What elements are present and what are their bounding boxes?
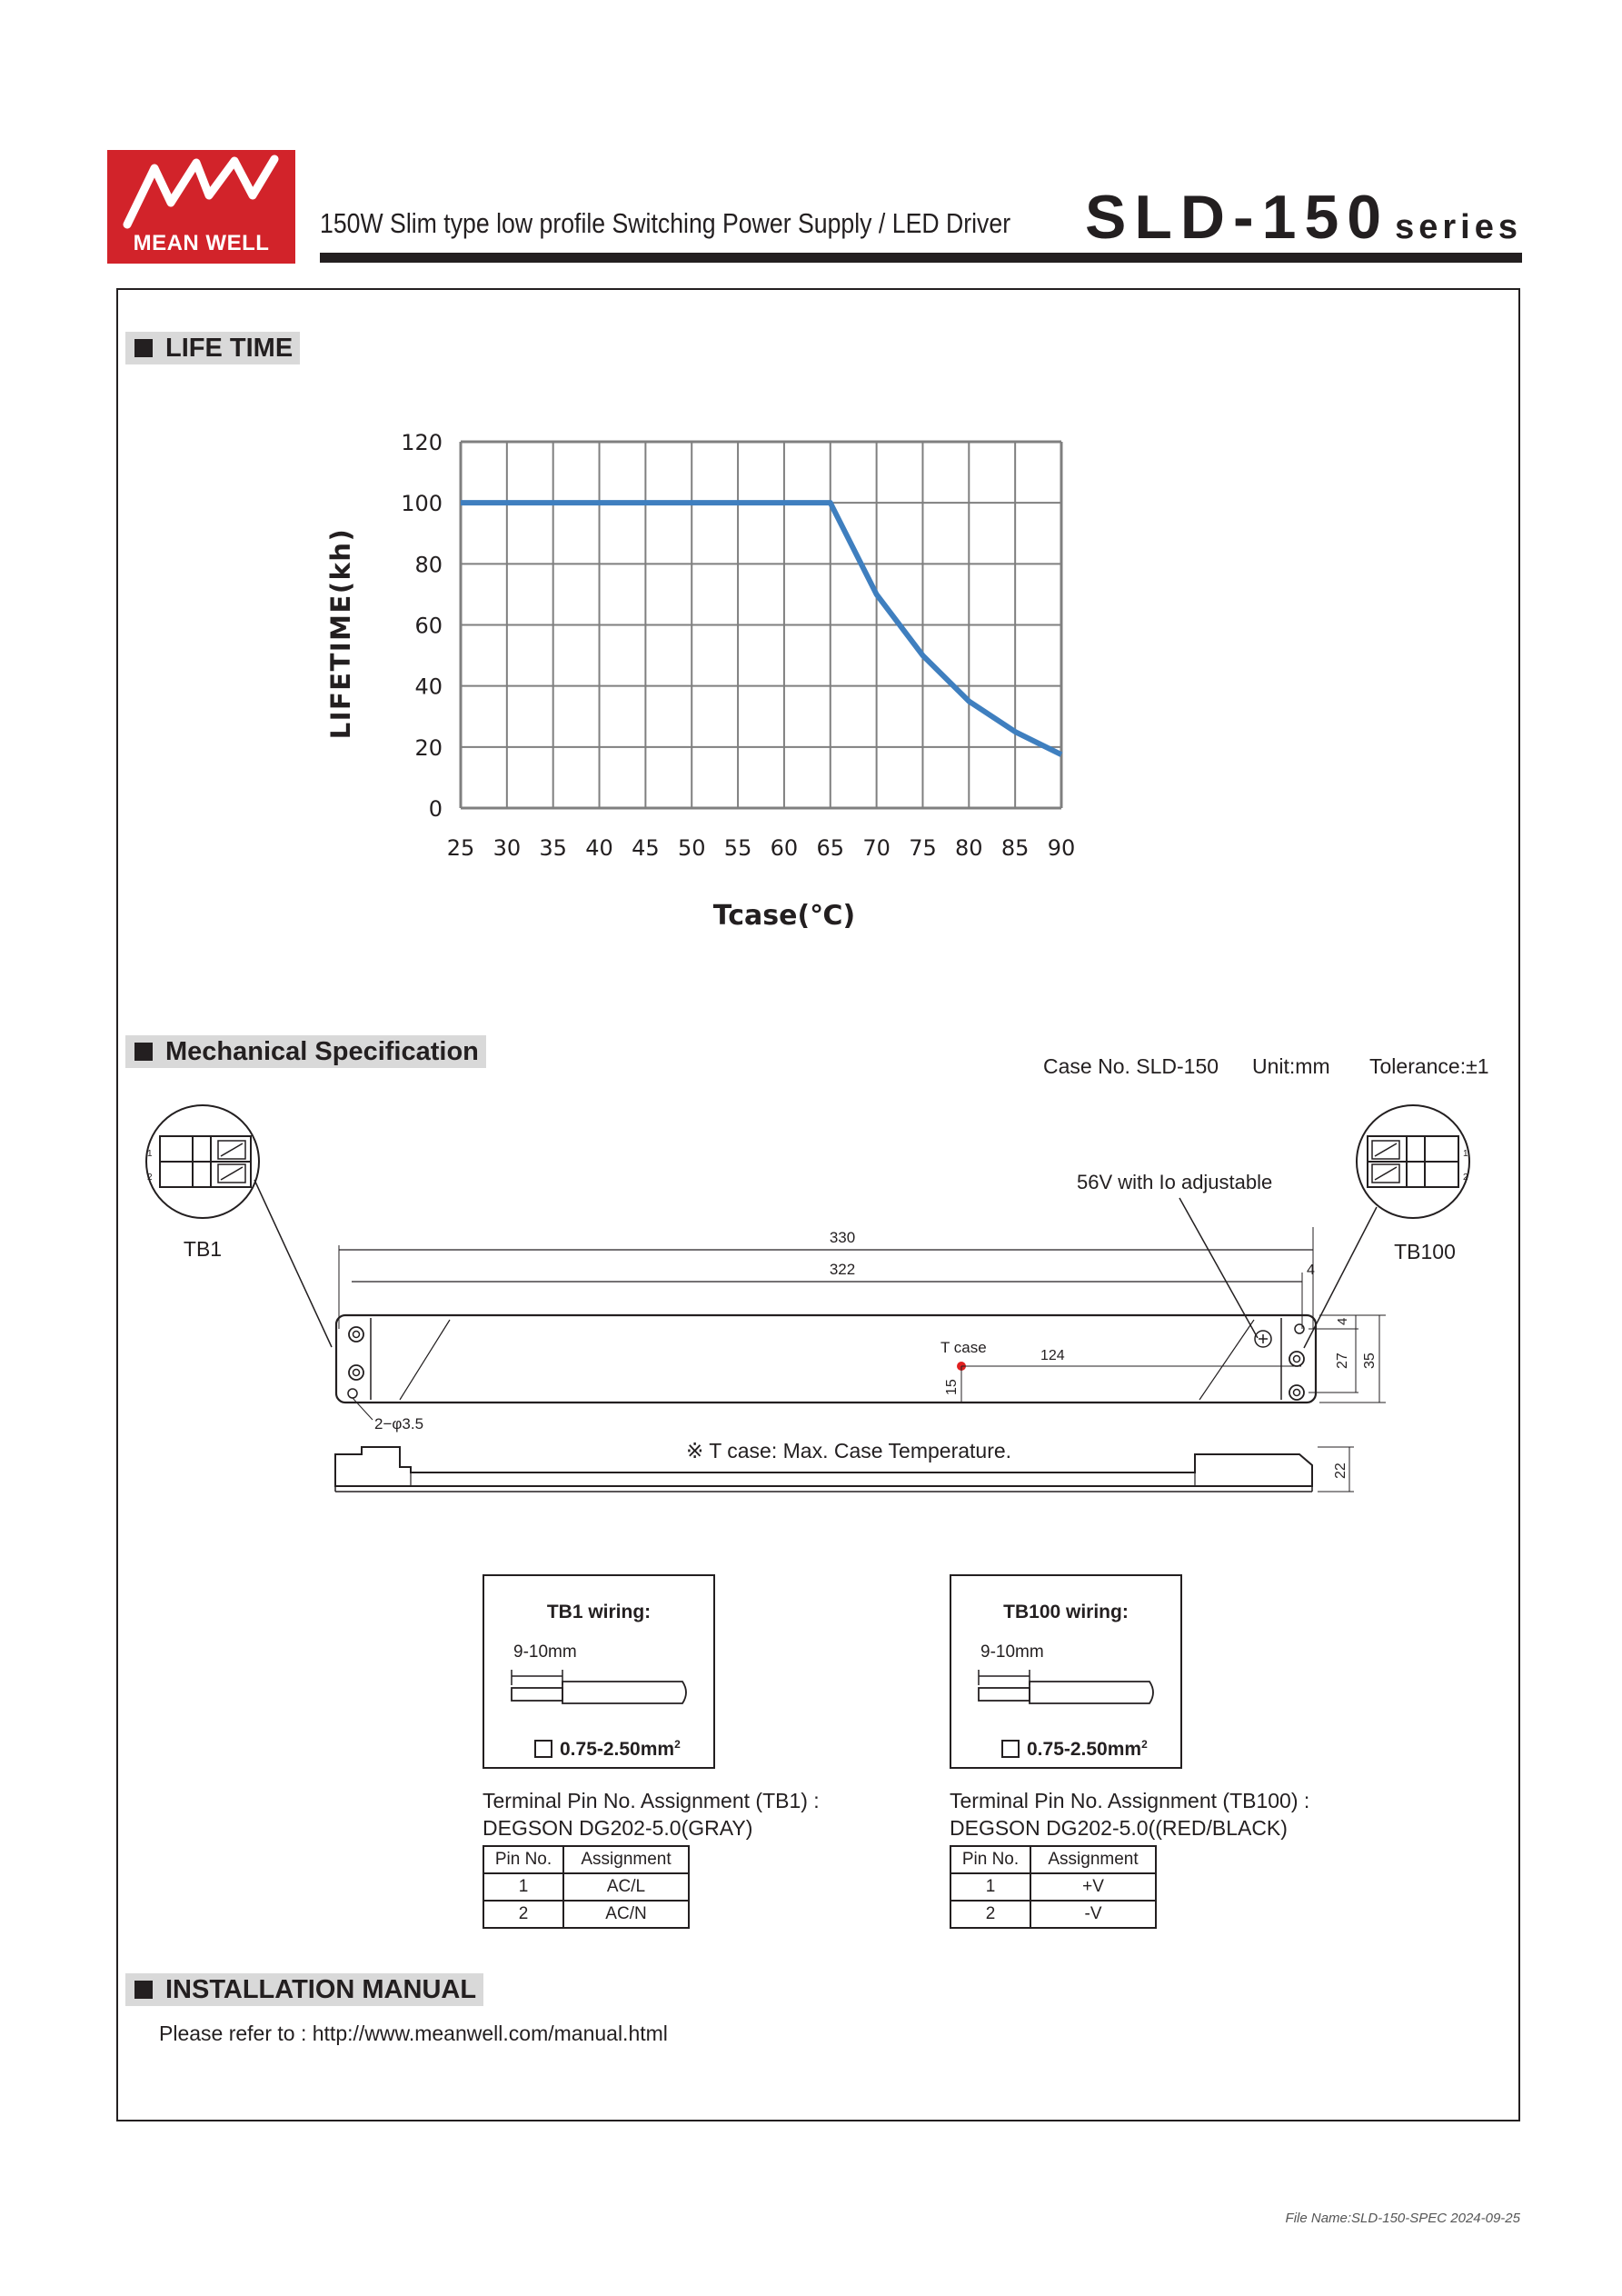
mount-hole xyxy=(1289,1385,1304,1400)
table-header-row xyxy=(483,1846,689,1873)
y-tick-label: 80 xyxy=(414,552,443,578)
x-axis-label: Tcase(℃) xyxy=(712,900,856,932)
table-header: Pin No. xyxy=(950,1846,1030,1873)
tb100-pin-table xyxy=(950,1845,1157,1929)
table-header: Assignment xyxy=(1030,1846,1156,1873)
dim-124-label: 124 xyxy=(1040,1348,1065,1363)
tb1-cross-section-sup: 2 xyxy=(674,1738,681,1751)
y-tick-label: 120 xyxy=(401,430,443,455)
tb1-wiring-box xyxy=(483,1574,715,1769)
tb1-pin-table xyxy=(483,1845,690,1929)
model-name: SLD-150 xyxy=(1085,183,1390,252)
table-cell: 2 xyxy=(950,1901,1030,1928)
y-tick-label: 20 xyxy=(414,734,443,761)
tb1-terminal-info xyxy=(483,1787,820,1842)
case-number: Case No. SLD-150 xyxy=(1043,1054,1219,1078)
y-tick-label: 40 xyxy=(414,674,443,700)
section-mechanical xyxy=(125,1035,486,1068)
mw-logo-mark xyxy=(107,150,295,236)
tb1-wiring-title: TB1 wiring: xyxy=(546,1602,652,1622)
tb100-wire-icon xyxy=(977,1665,1159,1720)
table-cell: 1 xyxy=(950,1873,1030,1901)
section-installation-title: INSTALLATION MANUAL xyxy=(165,1975,477,2004)
section-bullet xyxy=(134,1981,153,1999)
checkbox-icon xyxy=(534,1740,552,1758)
x-tick-label: 65 xyxy=(816,835,845,861)
y-tick-label: 0 xyxy=(428,796,443,822)
mount-hole xyxy=(349,1365,363,1380)
tb1-leader xyxy=(254,1180,332,1347)
table-cell: AC/N xyxy=(563,1901,689,1928)
section-life-time-title: LIFE TIME xyxy=(165,334,294,363)
dim-322-label: 322 xyxy=(829,1261,856,1278)
tb100-wiring-box xyxy=(950,1574,1182,1769)
manual-link-text[interactable]: Please refer to : http://www.meanwell.com/manual.html xyxy=(159,2021,668,2045)
lifetime-series-line xyxy=(461,503,1061,754)
section-bullet xyxy=(134,1043,153,1061)
section-bullet xyxy=(134,339,153,357)
table-header: Assignment xyxy=(563,1846,689,1873)
dim-27-label: 27 xyxy=(1335,1353,1350,1369)
mechanical-drawing xyxy=(127,1091,1508,1550)
dim-22-label: 22 xyxy=(1333,1462,1348,1479)
series-word: series xyxy=(1395,208,1522,246)
tolerance-label: Tolerance:±1 xyxy=(1369,1054,1489,1078)
header-rule xyxy=(320,253,1522,263)
table-row xyxy=(483,1901,689,1928)
x-tick-label: 80 xyxy=(955,835,983,861)
table-row xyxy=(483,1873,689,1901)
x-tick-label: 50 xyxy=(677,835,706,861)
x-tick-label: 35 xyxy=(539,835,567,861)
section-installation xyxy=(125,1973,483,2006)
dim-35-label: 35 xyxy=(1362,1353,1378,1369)
table-header: Pin No. xyxy=(483,1846,563,1873)
x-tick-label: 85 xyxy=(1000,835,1030,861)
tcase-note: ※ T case: Max. Case Temperature. xyxy=(686,1439,1012,1462)
hole-callout: 2−φ3.5 xyxy=(374,1415,424,1433)
table-row xyxy=(950,1901,1156,1928)
tb1-pin-mark-2: 2 xyxy=(147,1173,153,1183)
dim-4-label: 4 xyxy=(1307,1263,1315,1278)
adjust-label: 56V with Io adjustable xyxy=(1077,1171,1273,1193)
tb100-terminal-info xyxy=(950,1787,1309,1842)
y-tick-label: 60 xyxy=(414,613,443,639)
x-tick-label: 75 xyxy=(909,835,937,861)
table-cell: AC/L xyxy=(563,1873,689,1901)
tcase-label: T case xyxy=(940,1339,987,1356)
tb100-strip-length: 9-10mm xyxy=(980,1642,1044,1662)
table-cell: +V xyxy=(1030,1873,1156,1901)
tb1-wire-icon xyxy=(510,1665,692,1720)
section-mechanical-title: Mechanical Specification xyxy=(165,1037,479,1066)
tb100-cross-section xyxy=(1001,1738,1148,1761)
tb100-pin-mark-1: 1 xyxy=(1463,1149,1468,1159)
lifetime-chart-svg xyxy=(318,420,1227,947)
table-cell: 1 xyxy=(483,1873,563,1901)
table-row xyxy=(950,1873,1156,1901)
file-name-footer: File Name:SLD-150-SPEC 2024-09-25 xyxy=(1285,2211,1520,2226)
table-cell: 2 xyxy=(483,1901,563,1928)
y-tick-label: 100 xyxy=(401,491,443,517)
x-tick-label: 70 xyxy=(862,835,891,861)
tb1-terminal-part: DEGSON DG202-5.0(GRAY) xyxy=(483,1816,753,1840)
dim-330-label: 330 xyxy=(829,1229,856,1246)
tb1-cross-section xyxy=(534,1738,681,1761)
psu-top-view xyxy=(336,1315,1316,1403)
tb100-label: TB100 xyxy=(1394,1240,1456,1263)
x-tick-label: 45 xyxy=(632,835,660,861)
tb100-cross-section-value: 0.75-2.50mm xyxy=(1027,1739,1142,1760)
document-subtitle: 150W Slim type low profile Switching Power Supply / LED Driver xyxy=(320,207,1011,239)
table-header-row xyxy=(950,1846,1156,1873)
x-tick-label: 40 xyxy=(585,835,613,861)
checkbox-icon xyxy=(1001,1740,1020,1758)
tb1-pin-mark-1: 1 xyxy=(147,1149,153,1159)
mechanical-drawing-svg xyxy=(127,1091,1508,1545)
tb1-terminal-title: Terminal Pin No. Assignment (TB1) : xyxy=(483,1789,820,1812)
table-cell: -V xyxy=(1030,1901,1156,1928)
lifetime-chart xyxy=(318,420,1227,952)
section-life-time xyxy=(125,332,300,364)
x-tick-label: 55 xyxy=(723,835,752,861)
dim-15-label: 15 xyxy=(944,1379,960,1395)
x-tick-label: 30 xyxy=(493,835,522,861)
tb1-cross-section-value: 0.75-2.50mm xyxy=(560,1739,675,1760)
x-tick-label: 25 xyxy=(446,835,475,861)
tb100-terminal-part: DEGSON DG202-5.0((RED/BLACK) xyxy=(950,1816,1288,1840)
adjust-leader xyxy=(1179,1198,1258,1338)
tb1-strip-length: 9-10mm xyxy=(513,1642,577,1662)
tb1-label: TB1 xyxy=(183,1237,223,1261)
tb100-wiring-title: TB100 wiring: xyxy=(1003,1602,1129,1622)
y-axis-label: LIFETIME(kh) xyxy=(325,527,356,740)
mount-hole xyxy=(1289,1352,1304,1366)
x-tick-label: 60 xyxy=(770,835,799,861)
x-tick-label: 90 xyxy=(1047,835,1076,861)
tb100-terminal-title: Terminal Pin No. Assignment (TB100) : xyxy=(950,1789,1310,1812)
logo-text: MEAN WELL xyxy=(133,231,270,255)
tb100-cross-section-sup: 2 xyxy=(1141,1738,1148,1751)
mean-well-logo xyxy=(107,150,295,264)
series-title xyxy=(1085,182,1522,253)
tb100-pin-mark-2: 2 xyxy=(1463,1173,1468,1183)
unit-label: Unit:mm xyxy=(1252,1054,1330,1078)
mount-hole xyxy=(349,1327,363,1342)
dim-4b-label: 4 xyxy=(1335,1317,1350,1325)
